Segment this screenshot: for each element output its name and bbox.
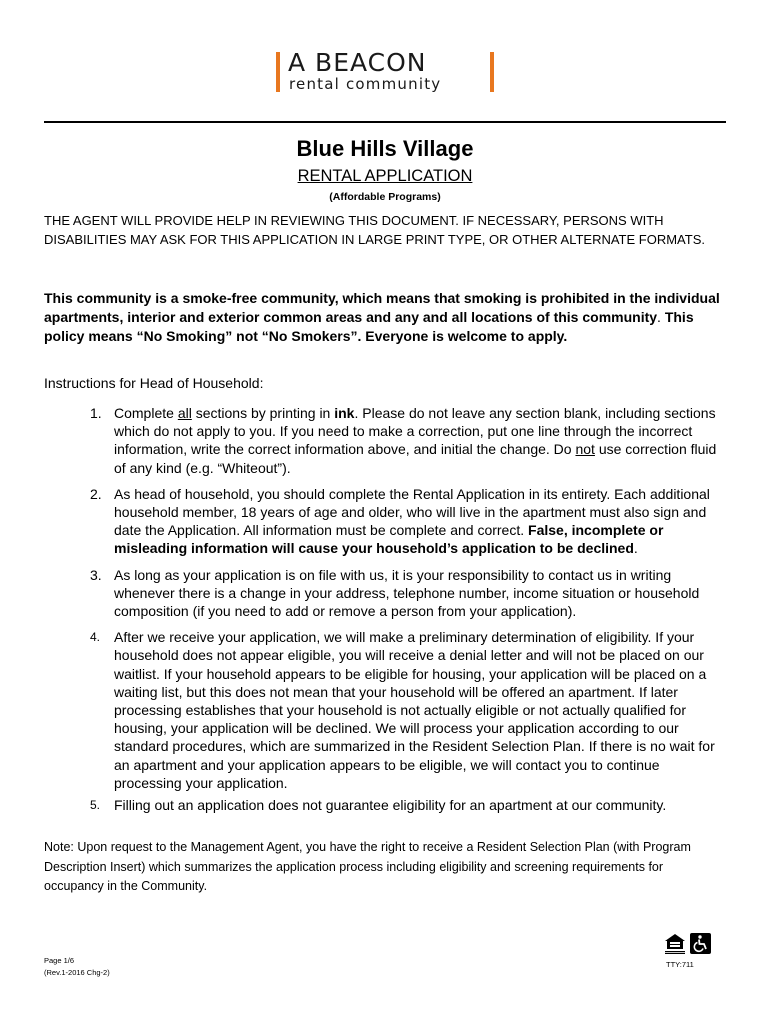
programs-label: (Affordable Programs): [329, 191, 441, 203]
item-text: Filling out an application does not guarantee eligibility for an apartment at our community.: [114, 797, 667, 814]
smoke-policy-part2: This policy means “No Smoking” not “No Smokers”. Everyone is welcome to apply.: [44, 309, 694, 344]
item-text: As long as your application is on file with us, it is your responsibility to contact us in writing whenever there is a change in your address, telephone number, income situation or household composition (if you need to add or remove a person from your application).: [114, 566, 700, 620]
instruction-item: [44, 796, 724, 814]
smoke-policy-period: .: [657, 309, 661, 325]
beacon-logo: [276, 50, 494, 94]
logo-subtitle: rental community: [289, 75, 442, 93]
item-number: 1.: [90, 405, 102, 421]
item-text: After we receive your application, we will make a preliminary determination of eligibility. If your household does not appear eligible, you will receive a denial letter and will not be placed on our waitlist. If your household appears to be eligible for housing, your application will be placed on a waiting list, but this does not mean that your household will be offered an apartment. If later processing establishes that your household is not actually eligible or not actually qualified for housing, your application will be declined. We will process your application according to our standard procedures, which are summarized in the Resident Selection Plan. If there is no wait for an apartment and your application appears to be eligible, we will contact you to continue processing your application.: [114, 629, 715, 791]
logo-name: A BEACON: [288, 48, 427, 77]
item-text: .: [633, 540, 638, 557]
item-text: . Please do not leave any section blank, including sections which do not apply to you. If you need to make a correction, put one line through the incorrect information, write the correct information above, and initial the change. Do: [114, 405, 716, 458]
item-number: 5.: [90, 798, 101, 813]
item-number: 4.: [90, 630, 101, 645]
instruction-item: [44, 485, 724, 558]
page-number: Page 1/6: [44, 956, 75, 965]
instruction-item: [44, 566, 724, 621]
equal-housing-opportunity-icon: [664, 933, 686, 955]
agent-notice: THE AGENT WILL PROVIDE HELP IN REVIEWING THIS DOCUMENT. IF NECESSARY, PERSONS WITH DISABILITIES MAY ASK FOR THIS APPLICATION IN LARGE PRINT TYPE, OR OTHER ALTERNATE FORMATS.: [44, 213, 705, 247]
revision-label: (Rev.1-2016 Chg-2): [44, 968, 110, 977]
smoke-free-policy: [44, 289, 734, 346]
instruction-item: [44, 628, 724, 792]
document-subtitle: RENTAL APPLICATION: [297, 167, 473, 185]
page-title: Blue Hills Village: [296, 136, 474, 161]
page-footer: [44, 955, 110, 979]
tty-number: TTY:711: [666, 960, 694, 969]
item-text: use correction fluid of any kind (e.g. “Whiteout”).: [114, 441, 717, 476]
item-text: sections by printing in: [191, 405, 335, 421]
wheelchair-accessible-icon: [690, 933, 711, 954]
item-bold: False, incomplete or misleading information will cause your household’s application to be declined: [114, 522, 664, 557]
selection-plan-note: Note: Upon request to the Management Agent, you have the right to receive a Resident Selection Plan (with Program Description Insert) which summarizes the application process including eligibility and screening requirements for occupancy in the Community.: [44, 840, 691, 893]
header-divider: [44, 121, 726, 123]
item-text: As head of household, you should complete the Rental Application in its entirety. Each additional household member, 18 years of age and older, who will live in the apartment must also sign and date the Application. All information must be complete and correct.: [114, 485, 710, 539]
instruction-list: [44, 404, 724, 814]
logo-right-bar: [490, 52, 494, 92]
instructions-heading: Instructions for Head of Household:: [44, 375, 264, 391]
item-number: 3.: [90, 566, 102, 583]
item-emphasis: not: [575, 441, 595, 458]
item-text: Complete: [114, 405, 178, 421]
smoke-policy-part1: This community is a smoke-free community, which means that smoking is prohibited in the individual apartments, interior and exterior common areas and any and all locations of this community: [44, 290, 720, 325]
item-emphasis: all: [177, 405, 192, 421]
instruction-item: [44, 404, 724, 477]
item-bold: ink: [334, 405, 355, 421]
logo-left-bar: [276, 52, 280, 92]
item-number: 2.: [90, 485, 102, 502]
